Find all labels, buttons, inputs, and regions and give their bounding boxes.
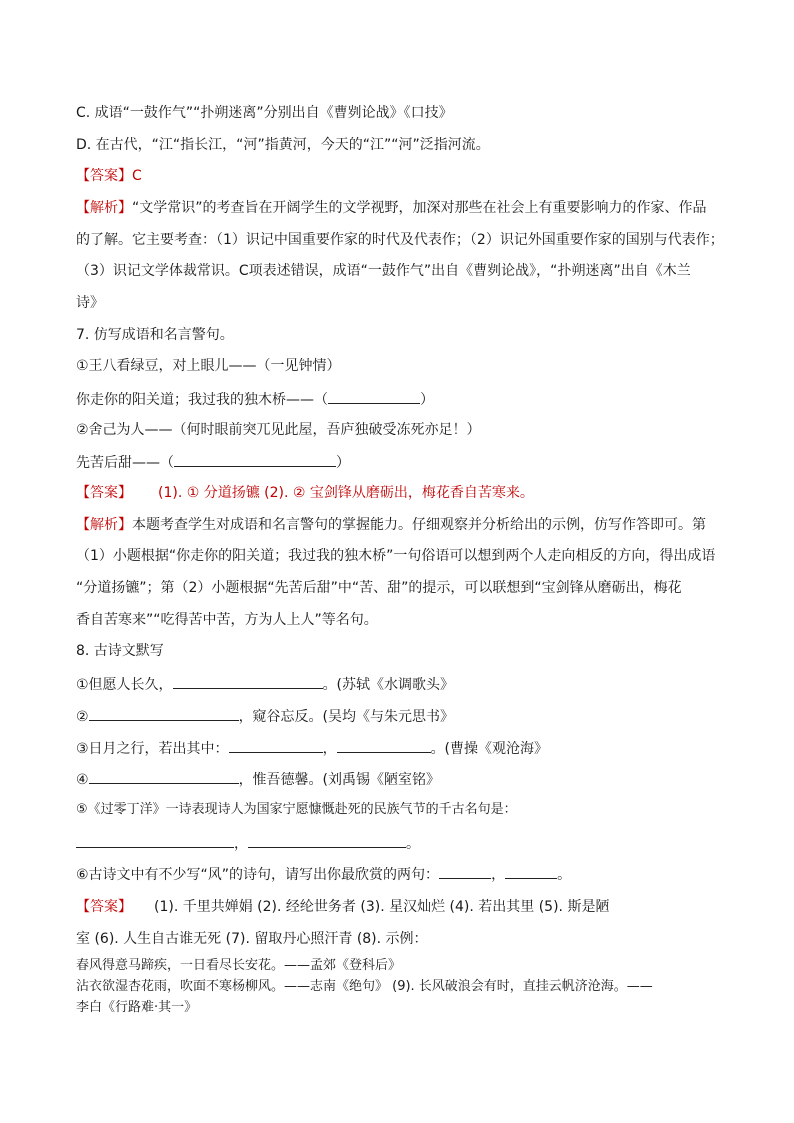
q7-title: 7. 仿写成语和名言警句。 — [76, 327, 234, 343]
answer-blank[interactable] — [248, 833, 406, 848]
analysis-tag: 【解析】 — [76, 200, 132, 216]
q6-option-c: C. 成语“一鼓作气”“扑朔迷离”分别出自《曹刿论战》《口技》 — [76, 105, 453, 121]
item-mid: ， — [491, 867, 506, 883]
q7-example-2: ②舍己为人——（何时眼前突兀见此屋，吾庐独破受冻死亦足！） — [76, 422, 481, 438]
q7-analysis-line: “分道扬镳”；第（2）小题根据“先苦后甜”中“苦、甜”的提示，可以联想到“宝剑锋从磨砺出，梅花 — [76, 580, 682, 596]
answer-blank[interactable] — [337, 738, 431, 753]
q7-example-1: ①王八看绿豆，对上眼儿——（一见钟情） — [76, 358, 341, 374]
q6-analysis-line — [76, 199, 726, 217]
blank-suffix: ） — [336, 455, 350, 471]
item-suffix: 。(苏轼《水调歌头》 — [322, 677, 455, 693]
answer-blank[interactable] — [439, 864, 491, 879]
q8-answer-line: 李白《行路难·其一》 — [76, 1000, 198, 1015]
blank-prefix: 先苦后甜——（ — [76, 455, 174, 471]
analysis-tag: 【解析】 — [76, 517, 132, 533]
item-suffix: 。(曹操《观沧海》 — [430, 741, 549, 757]
answer-blank[interactable] — [174, 452, 336, 467]
answer-value: C — [132, 168, 142, 184]
q6-option-d: D. 在古代，“江“指长江，“河”指黄河，今天的“江”“河”泛指河流。 — [76, 137, 490, 153]
item-suffix: 。 — [557, 867, 572, 883]
q8-item-3 — [76, 738, 726, 758]
item-prefix: ③日月之行，若出其中： — [76, 741, 229, 757]
blank-prefix: 你走你的阳关道；我过我的独木桥——（ — [76, 392, 328, 408]
q8-item-4 — [76, 769, 726, 789]
answer-tag: 【答案】 — [76, 168, 132, 184]
blank-suffix: ） — [420, 392, 434, 408]
q8-item-1 — [76, 674, 726, 694]
q7-blank-1 — [76, 389, 726, 409]
answer-blank[interactable] — [229, 738, 323, 753]
answer-blank[interactable] — [89, 769, 239, 784]
q6-analysis-line: 的了解。它主要考查：（1）识记中国重要作家的时代及代表作；（2）识记外国重要作家的国别与代表作； — [76, 232, 724, 248]
q8-item-5-blanks — [76, 833, 726, 853]
q8-item-6 — [76, 864, 726, 884]
item-mid: ， — [234, 836, 248, 852]
q8-item-5: ⑤《过零丁洋》一诗表现诗人为国家宁愿慷慨赴死的民族气节的千古名句是： — [76, 802, 517, 817]
answer-blank[interactable] — [328, 389, 420, 404]
answer-blank[interactable] — [76, 833, 234, 848]
q7-analysis-line: （1）小题根据“你走你的阳关道；我过我的独木桥”一句俗语可以想到两个人走向相反的方向，得出成语 — [76, 548, 716, 564]
answer-blank[interactable] — [505, 864, 557, 879]
q6-analysis-line: 诗》 — [76, 295, 104, 311]
answer-tag: 【答案】 — [76, 899, 132, 915]
q7-analysis-line — [76, 516, 726, 534]
q8-answer-line: 春风得意马蹄疾，一日看尽长安花。——孟郊《登科后》 — [76, 958, 402, 973]
item-prefix: ①但愿人长久， — [76, 677, 173, 693]
q7-answer — [76, 484, 726, 502]
item-suffix: ，惟吾德馨。(刘禹锡《陋室铭》 — [238, 772, 441, 788]
item-prefix: ② — [76, 709, 89, 725]
item-suffix: ，窥谷忘反。(吴均《与朱元思书》 — [238, 709, 455, 725]
q8-title: 8. 古诗文默写 — [76, 643, 164, 659]
q7-analysis-line: 香自苦寒来”“吃得苦中苦，方为人上人”等名句。 — [76, 612, 378, 628]
answer-tag: 【答案】 — [76, 485, 132, 501]
analysis-text: 本题考查学生对成语和名言警句的掌握能力。仔细观察并分析给出的示例，仿写作答即可。第 — [132, 517, 706, 533]
answer-blank[interactable] — [89, 706, 239, 721]
analysis-text: “文学常识”的考查旨在开阔学生的文学视野，加深对那些在社会上有重要影响力的作家、作品 — [132, 200, 707, 216]
item-suffix: 。 — [406, 836, 420, 852]
answer-blank[interactable] — [173, 674, 323, 689]
item-mid: ， — [322, 741, 337, 757]
q8-answer-line: 室 (6). 人生自古谁无死 (7). 留取丹心照汗青 (8). 示例： — [76, 931, 428, 947]
answer-text: (1). ① 分道扬镳 (2). ② 宝剑锋从磨砺出，梅花香自苦寒来。 — [158, 485, 534, 501]
item-prefix: ⑥古诗文中有不少写“风”的诗句，请写出你最欣赏的两句： — [76, 867, 440, 883]
q6-answer — [76, 167, 726, 185]
answer-text: (1). 千里共婵娟 (2). 经纶世务者 (3). 星汉灿烂 (4). 若出其里 (5). 斯是陋 — [154, 899, 610, 915]
q6-analysis-line: （3）识记文学体裁常识。C项表述错误，成语“一鼓作气”出自《曹刿论战》，“扑朔迷离”出自《木兰 — [76, 263, 691, 279]
q8-answer-line: 沾衣欲湿杏花雨，吹面不寒杨柳风。——志南《绝句》 (9). 长风破浪会有时，直挂云帆济沧海。—— — [76, 979, 653, 994]
q7-blank-2 — [76, 452, 726, 472]
q8-answer — [76, 898, 726, 916]
item-prefix: ④ — [76, 772, 89, 788]
q8-item-2 — [76, 706, 726, 726]
